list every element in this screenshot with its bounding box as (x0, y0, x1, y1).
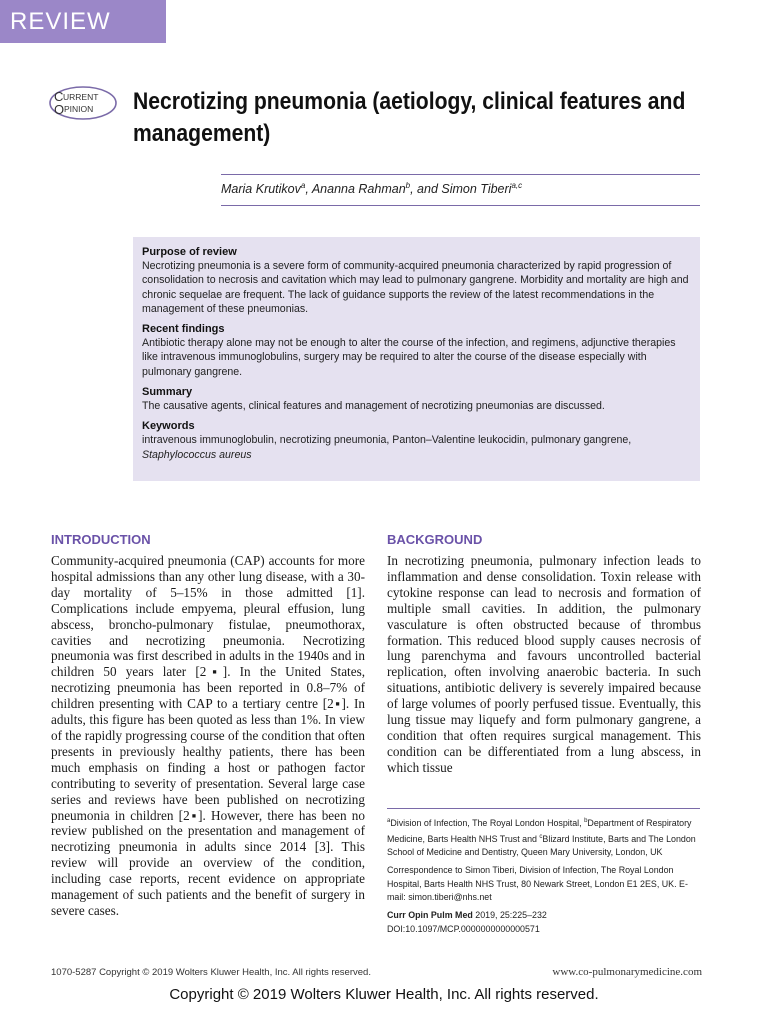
keyword-italic: Staphylococcus aureus (142, 448, 252, 461)
keywords-list: intravenous immunoglobulin, necrotizing pneumonia, Panton–Valentine leukocidin, pulmonary gangrene, (142, 434, 632, 447)
purpose-heading: Purpose of review (142, 246, 237, 258)
svg-text:C: C (54, 89, 64, 104)
author-separator: , (305, 182, 312, 197)
findings-heading: Recent findings (142, 323, 225, 336)
author-affiliation-mark: b (405, 181, 411, 190)
footer-copyright: 1070-5287 Copyright © 2019 Wolters Kluwer Health, Inc. All rights reserved. (51, 967, 371, 978)
author-affiliation-mark: a (300, 181, 306, 190)
footnote-rule (387, 808, 700, 809)
purpose-text: Necrotizing pneumonia is a severe form of community-acquired pneumonia characterized by rapid progression of consolidation to necrosis and cavitation which may lead to pulmonary gangrene. Morbidity and mortality are high and chronic sequelae are frequent. The lack of guidance supports the review of the latest recommendations in the management of these pneumonias. (142, 260, 689, 315)
author-name: Maria Krutikov (221, 182, 301, 197)
background-body: In necrotizing pneumonia, pulmonary infection leads to inflammation and dense consolidation. Toxin release with cytokine response can lead to necrosis and formation of multiple small cavities. In addition, the pulmonary vasculature is often obstructed because of thrombus formation. This reduced blood supply causes necrosis of lung parenchyma and favours uncontrolled bacterial replication, often involving anaerobic bacteria. In such situations, antibiotic delivery is severely impaired because of large volumes of poorly perfused tissue. Eventually, this lung tissue may liquefy and form pulmonary gangrene, a condition that often requires surgical management. This condition can be differentiated from a lung abscess, in which tissue (387, 553, 701, 775)
footnotes (387, 815, 703, 937)
citation: Curr Opin Pulm Med 2019, 25:225–232 DOI:10.1097/MCP.0000000000000571 (387, 910, 547, 934)
footer-website-link[interactable]: www.co-pulmonarymedicine.com (552, 966, 702, 978)
correspondence: Correspondence to Simon Tiberi, Division of Infection, The Royal London Hospital, Barts Health NHS Trust, 80 Newark Street, London E1 2ES, UK. E-mail: simon.tiberi@nhs.net (387, 865, 688, 903)
introduction-body: Community-acquired pneumonia (CAP) accounts for more hospital admissions than any other lung disease, with a 30-day mortality of 5–15% in those admitted [1]. Complications include empyema, pleural effusion, lung abscess, broncho-pulmonary fistulae, pneumothorax, cavities and necrotizing pneumonia. Necrotizing pneumonia was first described in adults in the 1940s and in children 50 years later [2▪]. In the United States, necrotizing pneumonia has been reported in 0.8–7% of children presenting with CAP to a tertiary centre [2▪]. In adults, this figure has been quoted as less than 1%. In view of the rapidly progressing course of the condition that often presents in previously healthy patients, there has been much emphasis on finding a host or pathogen factor contributing to severity of presentation. Several large case series and reviews have been published on necrotizing pneumonia in children [2▪]. However, there has been no review published on the presentation and management of necrotizing pneumonia in adults since 2014 [3]. This review will provide an overview of the condition, including case reports, recent evidence on appropriate management of such patients and the benefit of surgery in severe cases. (51, 553, 365, 918)
svg-text:O: O (54, 102, 65, 117)
summary-heading: Summary (142, 386, 193, 399)
abstract-box (133, 237, 700, 481)
author-affiliation-mark: a,c (511, 181, 523, 190)
svg-text:PINION: PINION (64, 104, 94, 114)
keywords-text (142, 433, 691, 462)
authors-rule-bottom (221, 205, 700, 206)
background-heading: BACKGROUND (387, 532, 483, 547)
author-separator: , and (410, 182, 442, 197)
author-name: Ananna Rahman (311, 182, 406, 197)
doi: DOI:10.1097/MCP.0000000000000571 (387, 923, 540, 934)
section-tab: REVIEW (0, 0, 166, 43)
title-rule-top (221, 174, 700, 175)
current-opinion-logo (48, 85, 118, 121)
keywords-heading: Keywords (142, 420, 195, 433)
copyright-band: Copyright © 2019 Wolters Kluwer Health, Inc. All rights reserved. (169, 986, 599, 1003)
affiliations: $^a$Division of Infection, The Royal London Hospital, $^b$Department of Respiratory Medicine, Barts Health NHS Trust and $^c$Blizard Institute, Barts and The London School of Medicine and Dentistry, Queen Mary University, London, UK (387, 817, 696, 858)
author-name: Simon Tiberi (441, 182, 512, 197)
introduction-heading: INTRODUCTION (51, 532, 151, 547)
author-list (221, 181, 522, 196)
summary-text: The causative agents, clinical features and management of necrotizing pneumonias are discussed. (142, 400, 605, 413)
article-title: Necrotizing pneumonia (aetiology, clinical features and management) (133, 88, 686, 147)
findings-text: Antibiotic therapy alone may not be enough to alter the course of the infection, and regimens, adjunctive therapies like intravenous immunoglobulins, surgery may be required to alter the course of the disease especially with pulmonary gangrene. (142, 337, 676, 378)
svg-text:URRENT: URRENT (63, 92, 99, 102)
